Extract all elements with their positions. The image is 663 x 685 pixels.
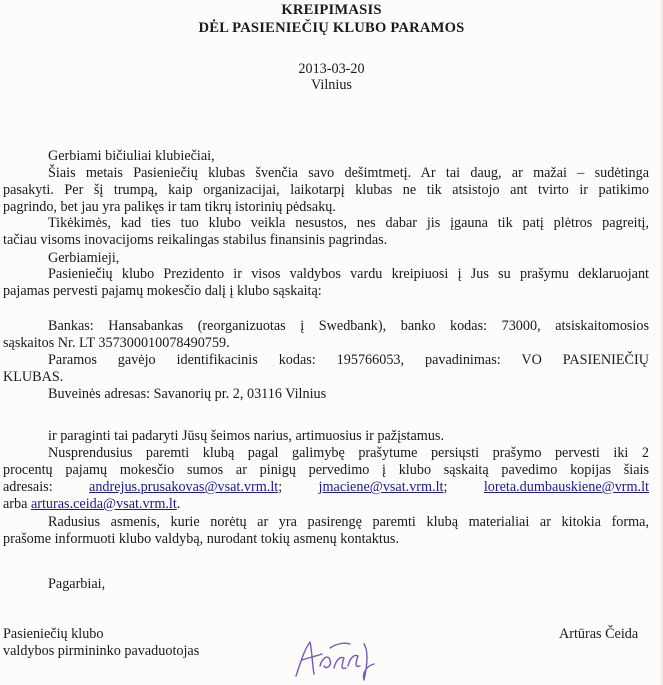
signatory-name: Artūras Čeida <box>559 626 639 642</box>
email-link-prusakovas[interactable]: andrejus.prusakovas@vsat.vrm.lt <box>89 479 279 495</box>
paragraph-2-line-1: Tikėkimės, kad ties tuo klubo veikla nesustos, nes dabar jis įgauna tik patį plėtros pagreitį, <box>48 215 649 231</box>
signatory-org-line-2: valdybos pirmininko pavaduotojas <box>3 643 200 659</box>
paragraph-6-line-2: procentų pajamų mokesčio sumos ar pinigų pervedimo į klubo sąskaitą pavedimo kopijas šiais <box>3 462 649 478</box>
letter-city: Vilnius <box>311 77 352 93</box>
paragraph-6-line-4 <box>3 496 180 513</box>
separator: ; <box>278 479 283 495</box>
title-line-2: DĖL PASIENIEČIŲ KLUBO PARAMOS <box>198 20 465 36</box>
email-link-dumbauskiene[interactable]: loreta.dumbauskiene@vrm.lt <box>483 479 649 495</box>
paragraph-5: ir paraginti tai padaryti Jūsų šeimos narius, artimuosius ir pažįstamus. <box>48 428 444 444</box>
paragraph-1-line-1: Šiais metais Pasieniečių klubas švenčia savo dešimtmetį. Ar tai daug, ar mažai – sudėtinga <box>48 165 649 181</box>
handwritten-signature <box>290 636 380 682</box>
email-link-ceida[interactable]: arturas.ceida@vsat.vrm.lt <box>30 496 177 512</box>
separator: ; <box>443 479 448 495</box>
paragraph-2-line-2: tačiau visoms inovacijoms reikalingas stabilus finansinis pagrindas. <box>3 232 388 248</box>
email-group-1 <box>89 479 282 496</box>
or-word: arba <box>3 496 28 512</box>
paragraph-3: Gerbiamieji, <box>48 250 120 266</box>
paragraph-6-line-3 <box>3 479 649 496</box>
paragraph-4-line-1: Pasieniečių klubo Prezidento ir visos valdybos vardu kreipiuosi į Jus su prašymu deklaruojant <box>48 266 649 282</box>
signatory-org-line-1: Pasieniečių klubo <box>3 626 104 642</box>
title-line-1: KREIPIMASIS <box>281 2 382 18</box>
regards: Pagarbiai, <box>48 576 106 592</box>
id-line-1: Paramos gavėjo identifikacinis kodas: 195766053, pavadinimas: VO PASIENIEČIŲ <box>48 352 649 368</box>
bank-line-1: Bankas: Hansabankas (reorganizuotas į Swedbank), banko kodas: 73000, atsiskaitomosios <box>48 318 649 334</box>
addresses-prefix: adresais: <box>3 479 53 495</box>
paragraph-1-line-3: pagrindo, bet jau yra palikęs ir tam tikrų istorinių pėdsakų. <box>3 199 336 215</box>
bank-line-2: sąskaitos Nr. LT 357300010078490759. <box>3 335 230 351</box>
paragraph-1-line-2: pasakyti. Per šį trumpą, kaip organizacijai, laikotarpį klubas ne tik atsistojo ant tvirto ir patikimo <box>3 182 649 198</box>
paragraph-4-line-2: pajamas pervesti pajamų mokesčio dalį į klubo sąskaitą: <box>3 283 322 299</box>
paragraph-7-line-2: prašome informuoti klubo valdybą, nurodant tokių asmenų kontaktus. <box>3 531 400 547</box>
period: . <box>176 496 181 512</box>
id-line-2: KLUBAS. <box>3 369 64 385</box>
email-group-2 <box>319 479 448 496</box>
letter-date: 2013-03-20 <box>298 61 365 77</box>
paragraph-6-line-1: Nusprendusius paremti klubą pagal galimybę prašytume persiųsti prašymo pervesti iki 2 <box>48 445 649 461</box>
greeting: Gerbiami bičiuliai klubiečiai, <box>48 148 215 164</box>
paragraph-7-line-1: Radusius asmenis, kurie norėtų ar yra pasirengę paremti klubą materialiai ar kitokia forma, <box>48 514 649 530</box>
address-line: Buveinės adresas: Savanorių pr. 2, 03116 Vilnius <box>48 386 327 402</box>
email-link-maciene[interactable]: jmaciene@vsat.vrm.lt <box>318 479 444 495</box>
